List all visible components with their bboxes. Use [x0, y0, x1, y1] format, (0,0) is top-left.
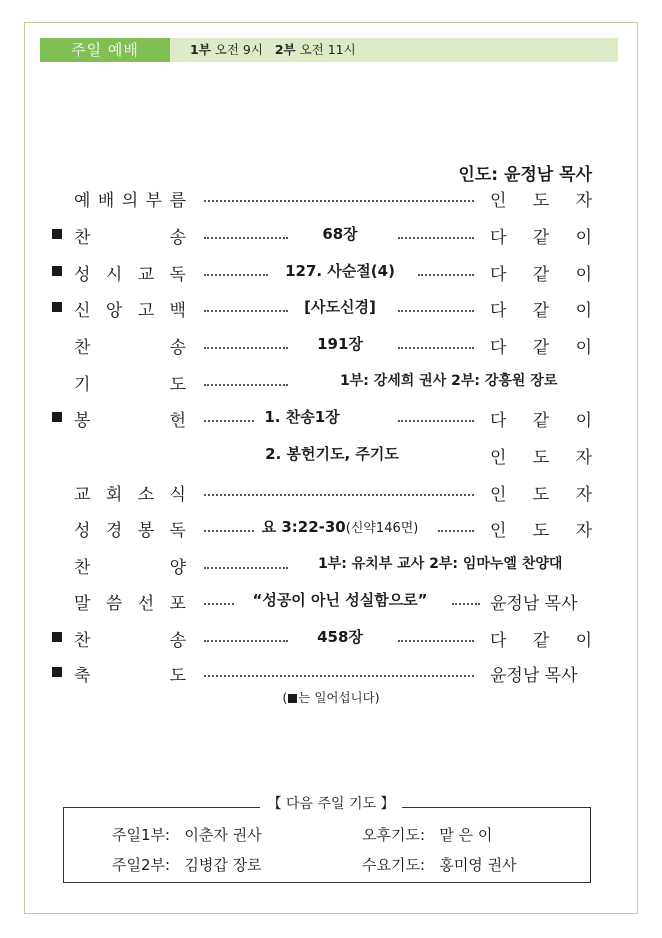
- order-right: [490, 406, 592, 431]
- char: 같: [532, 411, 550, 431]
- stand-marker-icon: [52, 632, 62, 642]
- char: 도: [532, 521, 550, 541]
- dot-leader: [452, 583, 480, 605]
- dot-leader: [204, 583, 234, 605]
- order-right: [490, 443, 592, 468]
- dot-leader: [398, 327, 474, 349]
- part1-label: 1부: [190, 42, 211, 57]
- char: 봉: [74, 411, 91, 431]
- part2-label: 2부: [274, 42, 296, 57]
- char: 이: [575, 631, 592, 651]
- char: 신: [74, 301, 91, 321]
- order-name: [74, 626, 186, 651]
- char: 고: [137, 301, 155, 321]
- stand-marker-icon: [52, 229, 62, 239]
- order-row: [0, 366, 662, 396]
- char: 다: [490, 338, 507, 358]
- char: 도: [169, 375, 186, 395]
- char: 자: [575, 448, 592, 468]
- char: 찬: [74, 338, 91, 358]
- char: 송: [169, 338, 186, 358]
- order-row: [0, 549, 662, 579]
- char: 자: [575, 485, 592, 505]
- char: 부: [145, 191, 163, 211]
- char: 도: [169, 666, 186, 686]
- service-times: [190, 38, 356, 62]
- char: 교: [74, 485, 91, 505]
- order-row: [0, 439, 662, 469]
- dot-leader: [204, 364, 288, 386]
- order-row: [0, 476, 662, 506]
- char: 찬: [74, 631, 91, 651]
- order-content: [사도신경]: [304, 298, 376, 316]
- order-row: [0, 402, 662, 432]
- dot-leader: [204, 620, 288, 642]
- char: 같: [532, 301, 550, 321]
- char: 다: [490, 265, 507, 285]
- char: 같: [532, 338, 550, 358]
- order-name: [74, 296, 186, 321]
- char: 축: [74, 666, 91, 686]
- order-name: [74, 260, 186, 285]
- prayer-item: 주일1부: 이춘자 권사: [112, 826, 262, 844]
- order-name: [74, 223, 186, 248]
- char: 이: [575, 338, 592, 358]
- order-name: [74, 589, 186, 614]
- char: 씀: [105, 594, 123, 614]
- dot-leader: [204, 254, 268, 276]
- stand-marker-icon: [52, 302, 62, 312]
- order-row: [0, 182, 662, 212]
- order-row: [0, 292, 662, 322]
- char: 앙: [105, 301, 123, 321]
- char: 교: [137, 265, 155, 285]
- char: 도: [532, 448, 550, 468]
- char: 인: [490, 485, 507, 505]
- dot-leader: [438, 510, 474, 532]
- char: 성: [74, 265, 91, 285]
- order-right: 윤정남 목사: [490, 666, 578, 686]
- char: 말: [74, 594, 91, 614]
- order-content: 458장: [317, 628, 363, 646]
- char: 다: [490, 301, 507, 321]
- order-right: [490, 223, 592, 248]
- char: 송: [169, 631, 186, 651]
- char: 도: [532, 191, 550, 211]
- prayer-item: 오후기도: 맡 은 이: [362, 826, 493, 844]
- stand-marker-icon: [52, 412, 62, 422]
- order-row: [0, 512, 662, 542]
- char: 인: [490, 448, 507, 468]
- order-content: 191장: [317, 335, 363, 353]
- dot-leader: [204, 290, 288, 312]
- order-name: [74, 370, 186, 395]
- char: 회: [105, 485, 123, 505]
- stand-marker-icon: [52, 266, 62, 276]
- dot-leader: [204, 655, 474, 677]
- char: 소: [137, 485, 155, 505]
- order-row: [0, 329, 662, 359]
- char: 예: [74, 191, 91, 211]
- order-row: [0, 256, 662, 286]
- char: 이: [575, 301, 592, 321]
- dot-leader: [398, 620, 474, 642]
- next-prayer-box: [63, 807, 591, 883]
- order-right: [490, 516, 592, 541]
- dot-leader: [204, 474, 474, 496]
- dot-leader: [204, 510, 254, 532]
- char: 같: [532, 265, 550, 285]
- order-right: 윤정남 목사: [490, 594, 578, 614]
- order-name: [74, 186, 186, 211]
- order-right: [490, 480, 592, 505]
- prayer-item: 수요기도: 홍미영 권사: [362, 856, 517, 874]
- dot-leader: [418, 254, 474, 276]
- char: 기: [74, 375, 91, 395]
- dot-leader: [398, 400, 474, 422]
- order-name: [74, 480, 186, 505]
- worship-header: [40, 38, 618, 62]
- order-right: [490, 260, 592, 285]
- order-name: [74, 553, 186, 578]
- dot-leader: [398, 290, 474, 312]
- char: 의: [121, 191, 139, 211]
- dot-leader: [204, 547, 288, 569]
- char: 독: [169, 521, 186, 541]
- order-right: [490, 296, 592, 321]
- char: 이: [575, 411, 592, 431]
- char: 양: [169, 558, 186, 578]
- order-right: [490, 626, 592, 651]
- order-right: [490, 186, 592, 211]
- char: 찬: [74, 228, 91, 248]
- char: 다: [490, 228, 507, 248]
- char: 자: [575, 191, 592, 211]
- order-content: “성공이 아닌 성실함으로”: [252, 591, 428, 609]
- char: 도: [532, 485, 550, 505]
- order-name: [74, 333, 186, 358]
- char: 봉: [137, 521, 155, 541]
- order-content: 127. 사순절(4): [285, 262, 395, 280]
- dot-leader: [204, 217, 288, 239]
- order-content: 68장: [322, 225, 358, 243]
- char: 선: [137, 594, 155, 614]
- header-tab: 주일 예배: [40, 38, 170, 62]
- char: 헌: [169, 411, 186, 431]
- char: 배: [97, 191, 115, 211]
- service-leader: 인도: 윤정남 목사: [458, 165, 592, 185]
- char: 다: [490, 411, 507, 431]
- prayer-title: 【 다음 주일 기도 】: [0, 793, 662, 813]
- order-row: [0, 622, 662, 652]
- char: 인: [490, 521, 507, 541]
- order-content: 1. 찬송1장: [264, 408, 340, 426]
- order-row: [0, 657, 662, 687]
- char: 인: [490, 191, 507, 211]
- part2-time: 오전 11시: [299, 42, 356, 57]
- order-right: [490, 333, 592, 358]
- order-name: [74, 516, 186, 541]
- part1-time: 오전 9시: [214, 42, 263, 57]
- order-row: [0, 219, 662, 249]
- char: 자: [575, 521, 592, 541]
- order-content: 2. 봉헌기도, 주기도: [265, 445, 399, 463]
- order-right: 1부: 강세희 권사 2부: 강흥원 장로: [340, 373, 558, 389]
- char: 같: [532, 228, 550, 248]
- order-row: [0, 585, 662, 615]
- char: 백: [169, 301, 186, 321]
- char: 성: [74, 521, 91, 541]
- order-right: 1부: 유치부 교사 2부: 임마누엘 찬양대: [318, 556, 563, 572]
- standing-note: ( 는 일어섭니다): [282, 690, 380, 705]
- char: 식: [169, 485, 186, 505]
- char: 름: [169, 191, 186, 211]
- char: 같: [532, 631, 550, 651]
- char: 송: [169, 228, 186, 248]
- char: 찬: [74, 558, 91, 578]
- dot-leader: [204, 327, 288, 349]
- order-name: [74, 661, 186, 686]
- char: 독: [169, 265, 186, 285]
- dot-leader: [204, 180, 474, 202]
- char: 경: [105, 521, 123, 541]
- order-content: 요 3:22-30(신약146면): [261, 518, 419, 536]
- char: 이: [575, 228, 592, 248]
- char: 이: [575, 265, 592, 285]
- prayer-item: 주일2부: 김병갑 장로: [112, 856, 262, 874]
- stand-marker-icon: [288, 694, 297, 703]
- char: 다: [490, 631, 507, 651]
- dot-leader: [204, 400, 254, 422]
- stand-marker-icon: [52, 667, 62, 677]
- dot-leader: [398, 217, 474, 239]
- order-name: [74, 406, 186, 431]
- char: 시: [105, 265, 123, 285]
- char: 포: [169, 594, 186, 614]
